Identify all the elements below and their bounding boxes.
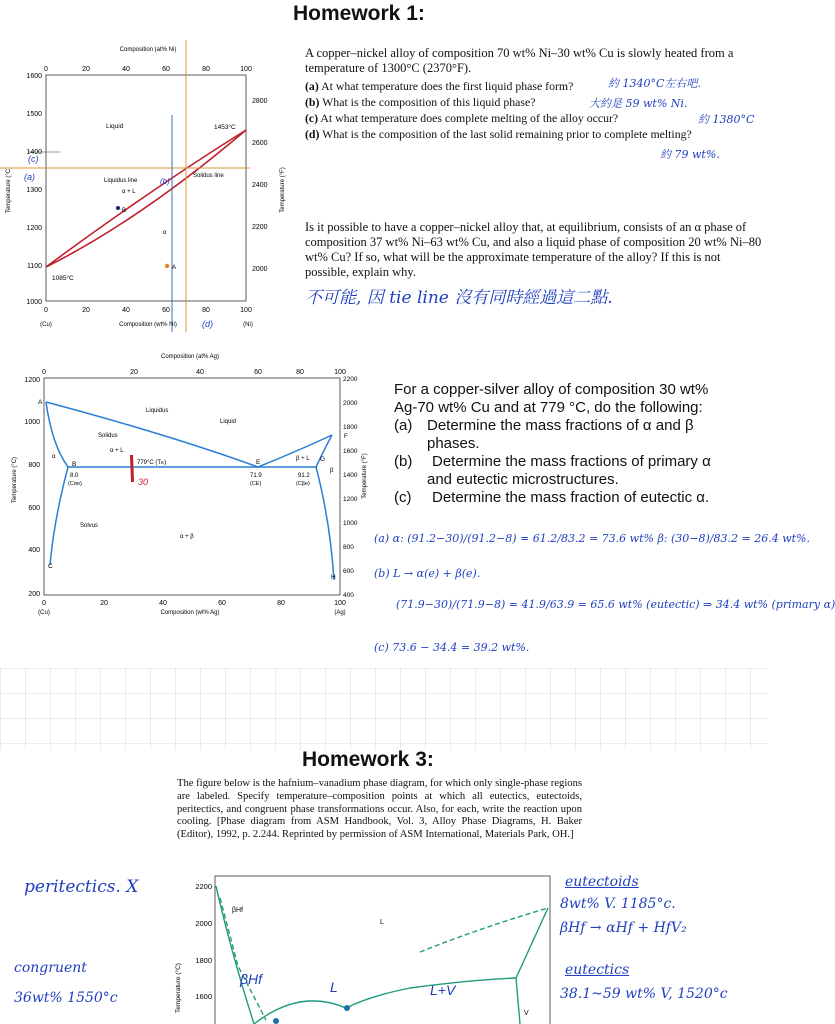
top-tick: 20 (130, 369, 138, 376)
answer-d: 約 79 wt%. (660, 148, 720, 161)
top-tick: 0 (42, 369, 46, 376)
point-a: A (172, 265, 177, 271)
hand-bhf: βHf (240, 971, 262, 987)
liquid-label: Liquid (220, 419, 237, 425)
hw2-b-text1: Determine the mass fractions of primary α (432, 453, 711, 470)
liquid-label: Liquid (106, 123, 124, 130)
left-tick: 1500 (26, 111, 42, 118)
hw2-line1: For a copper-silver alloy of composition 30 wt% (394, 381, 709, 398)
question-c-text: At what temperature does complete melting of the alloy occur? (320, 111, 619, 125)
v-label: V (524, 1010, 529, 1017)
hf-v-phase-diagram (160, 868, 555, 1024)
pt-f: F (344, 434, 348, 440)
bottom-tick: 0 (42, 600, 46, 607)
bottom-axis-label: Composition (wt% Ni) (119, 322, 177, 328)
bottom-tick: 20 (82, 307, 90, 314)
bottom-tick: 100 (240, 307, 252, 314)
bottom-tick: 80 (277, 600, 285, 607)
question-a (305, 79, 573, 95)
question-a-text: At what temperature does the first liquid phase form? (321, 79, 574, 93)
homework3-title: Homework 3: (302, 748, 434, 771)
bottom-tick: 60 (218, 600, 226, 607)
beta-label: β (330, 468, 334, 474)
question-b-label: (b) (305, 95, 320, 109)
point-b: B (122, 208, 127, 214)
bottom-tick: 100 (334, 600, 346, 607)
left-tick: 1800 (195, 956, 212, 965)
problem1-intro: A copper–nickel alloy of composition 70 wt% Ni–30 wt% Cu is slowly heated from a temperature of 1300°C (2370°F). (305, 46, 734, 75)
hw3-text: The figure below is the hafnium–vanadium phase diagram, for which only single-phase regions are labeled. Specify temperature–composition points at which all eutectics, eutectoids, peritectics, and congruent phase transformations occur. Also, for each, write the reaction upon cooling. [Phase diagram from ASM Handbook, Vol. 3, Alloy Phase Diagrams, H. Baker (Editor), 1992, p. 2.244. Reprinted by permission of ASM International, Materials Park, OH.] (177, 778, 582, 841)
left-tick: 200 (28, 591, 40, 598)
hw2-a-text1: Determine the mass fractions of α and β (427, 417, 694, 434)
homework1-title: Homework 1: (293, 2, 425, 25)
right-tick: 600 (343, 568, 354, 575)
point-a-dot (165, 264, 169, 268)
note-eutectoids-2: 8wt% V. 1185°c. (560, 896, 676, 912)
question-d-label: (d) (305, 127, 320, 141)
top-tick: 80 (296, 369, 304, 376)
left-tick: 800 (28, 462, 40, 469)
y-axis-label: Temperature (°C) (175, 963, 182, 1013)
pt-h: H (331, 574, 336, 581)
pt-b: B (72, 461, 77, 468)
left-tick: 600 (28, 505, 40, 512)
note-eutectoids-1: eutectoids (565, 874, 639, 890)
hw2-a-label: (a) (394, 417, 413, 434)
ni-label: (Ni) (243, 322, 253, 328)
ce-beta: (Cβe) (296, 481, 310, 487)
top-tick: 100 (240, 66, 252, 73)
right-tick: 1800 (343, 424, 358, 431)
answer-a: 約 1340°C左右吧. (608, 77, 701, 90)
hw2-c-label: (c) (394, 489, 412, 506)
left-tick: 1600 (26, 73, 42, 80)
left-tick: 1600 (195, 992, 212, 1001)
ag-label: (Ag) (334, 610, 346, 616)
right-tick: 1600 (343, 448, 358, 455)
hand-a: (a) (24, 172, 35, 182)
beta-l-label: β + L (296, 456, 310, 462)
label-1453: 1453°C (214, 124, 236, 131)
alpha-beta-label: α + β (180, 534, 194, 540)
hw2-b-label: (b) (394, 453, 413, 470)
bottom-tick: 60 (162, 307, 170, 314)
left-tick: 1400 (26, 149, 42, 156)
top-axis-label: Composition (at% Ni) (119, 47, 177, 53)
left-tick: 1200 (24, 377, 40, 384)
top-tick: 80 (202, 66, 210, 73)
right-tick: 2200 (343, 376, 358, 383)
right-tick: 2600 (252, 140, 268, 147)
hw2-question (394, 381, 764, 507)
y-axis-label-left: Temperature (°C) (12, 456, 18, 504)
y-axis-label-left: Temperature (°C) (6, 166, 12, 214)
hw2-part-b (394, 453, 764, 489)
val-719: 71.9 (250, 473, 262, 479)
question-d (305, 127, 692, 143)
pt-g: G (320, 456, 326, 463)
problem2-text: Is it possible to have a copper–nickel alloy that, at equilibrium, consists of an α phase of composition 37 wt% Ni–63 wt% Cu, and also a liquid phase of composition 20 wt% Ni–80 wt% Cu? If so, what will be the approximate temperature of the alloy? If this is not possible, explain why. (305, 220, 762, 279)
solvus-label: Solvus (80, 523, 99, 529)
left-tick: 1300 (26, 187, 42, 194)
left-tick: 1000 (24, 419, 40, 426)
top-tick: 60 (254, 369, 262, 376)
pt-e: E (256, 459, 261, 466)
liquidus-label: Liquidus line (104, 178, 138, 184)
hand-ltv: L+V (430, 982, 456, 998)
hw2-answer-a: (a) α: (91.2−30)/(91.2−8) = 61.2/83.2 = 73.6 wt% β: (30−8)/83.2 = 26.4 wt%. (374, 532, 810, 545)
solidus-label: Solidus line (193, 173, 224, 179)
right-tick: 2200 (252, 224, 268, 231)
hw2-part-c (394, 489, 764, 507)
alpha-l-label: α + L (122, 189, 136, 195)
question-b (305, 95, 535, 111)
top-tick: 60 (162, 66, 170, 73)
question-c-label: (c) (305, 111, 319, 125)
top-axis-label: Composition (at% Ag) (160, 354, 220, 360)
top-tick: 40 (122, 66, 130, 73)
y-axis-label-right: Temperature (°F) (362, 453, 368, 499)
solidus-label: Solidus (98, 433, 118, 439)
note-peritectics: peritectics. X (24, 877, 139, 897)
hw2-a-text2: phases. (427, 435, 480, 452)
congruent-point (344, 1005, 350, 1011)
hand-b: (b) (160, 177, 170, 186)
right-tick: 1000 (343, 520, 358, 527)
l-label: L (380, 919, 384, 926)
hand-30: 30 (138, 477, 149, 487)
hw2-b-text2: and eutectic microstructures. (427, 471, 619, 488)
pt-a: A (38, 399, 43, 406)
bottom-tick: 80 (202, 307, 210, 314)
alpha-label: α (163, 230, 167, 236)
ce-e: (CE) (250, 481, 262, 487)
hand-c: (c) (28, 154, 39, 164)
right-tick: 800 (343, 544, 354, 551)
right-tick: 2000 (343, 400, 358, 407)
right-tick: 1400 (343, 472, 358, 479)
right-tick: 400 (343, 592, 354, 599)
answer-b: 大約是 59 wt% Ni. (589, 97, 688, 110)
top-tick: 0 (44, 66, 48, 73)
question-d-text: What is the composition of the last solid remaining prior to complete melting? (322, 127, 692, 141)
question-b-text: What is the composition of this liquid phase? (322, 95, 536, 109)
bhf-label: βHf (232, 907, 244, 914)
note-congruent-1: congruent (14, 960, 87, 976)
ce-alpha: (Cαe) (68, 481, 82, 487)
point-b-dot (116, 206, 120, 210)
bottom-tick: 40 (159, 600, 167, 607)
label-779-text: 779°C (T (137, 460, 162, 466)
hw2-answer-b2: (71.9−30)/(71.9−8) = 41.9/63.9 = 65.6 wt% (eutectic) ⇒ 34.4 wt% (primary α) (396, 598, 835, 611)
val-912: 91.2 (298, 473, 310, 479)
hw2-answer-c: (c) 73.6 − 34.4 = 39.2 wt%. (374, 641, 530, 654)
alpha-label: α (52, 454, 56, 460)
left-tick: 2200 (195, 882, 212, 891)
top-tick: 20 (82, 66, 90, 73)
right-tick: 2000 (252, 266, 268, 273)
cu-label: (Cu) (40, 322, 52, 328)
grid-paper (0, 668, 768, 750)
bottom-tick: 20 (100, 600, 108, 607)
hw2-c-text: Determine the mass fraction of eutectic α. (432, 489, 710, 506)
val-80: 8.0 (70, 473, 79, 479)
note-eutectics-2: 38.1~59 wt% V, 1520°c (560, 986, 728, 1002)
hand-l: L (330, 979, 338, 995)
y-axis-label-right: Temperature (°F) (280, 167, 286, 213)
bottom-tick: 0 (44, 307, 48, 314)
note-congruent-2: 36wt% 1550°c (14, 990, 118, 1006)
question-c (305, 111, 618, 127)
alpha-l-label: α + L (110, 448, 124, 454)
liquidus-label: Liquidus (146, 408, 169, 414)
eutectic-point (273, 1018, 279, 1024)
bottom-axis-label: Composition (wt% Ag) (160, 610, 220, 616)
note-eutectics-1: eutectics (565, 962, 630, 978)
top-tick: 100 (334, 369, 346, 376)
left-tick: 1000 (26, 299, 42, 306)
label-1085: 1085°C (52, 275, 74, 282)
answer-c: 約 1380°C (698, 113, 755, 126)
cu-label: (Cu) (38, 610, 50, 616)
left-tick: 1100 (26, 263, 42, 270)
right-tick: 2800 (252, 98, 268, 105)
cu-ni-phase-diagram (0, 40, 300, 340)
left-tick: 400 (28, 547, 40, 554)
left-tick: 2000 (195, 919, 212, 928)
hw2-answer-b1: (b) L → α(e) + β(e). (374, 567, 481, 580)
right-tick: 2400 (252, 182, 268, 189)
hw2-line2: Ag-70 wt% Cu and at 779 °C, do the following: (394, 399, 703, 416)
label-779-end: ) (164, 460, 167, 466)
right-tick: 1200 (343, 496, 358, 503)
hand-d: (d) (202, 319, 213, 329)
left-tick: 1200 (26, 225, 42, 232)
pt-c: C (48, 563, 53, 570)
hw2-part-a (394, 417, 764, 453)
label-779-sub: E (161, 460, 165, 465)
top-tick: 40 (196, 369, 204, 376)
cu-ag-phase-diagram (0, 350, 370, 625)
problem2-answer: 不可能, 因 tie line 沒有同時經過這二點. (305, 288, 613, 308)
note-eutectoids-3: βHf → αHf + HfV₂ (560, 920, 687, 936)
bottom-tick: 40 (122, 307, 130, 314)
question-a-label: (a) (305, 79, 319, 93)
